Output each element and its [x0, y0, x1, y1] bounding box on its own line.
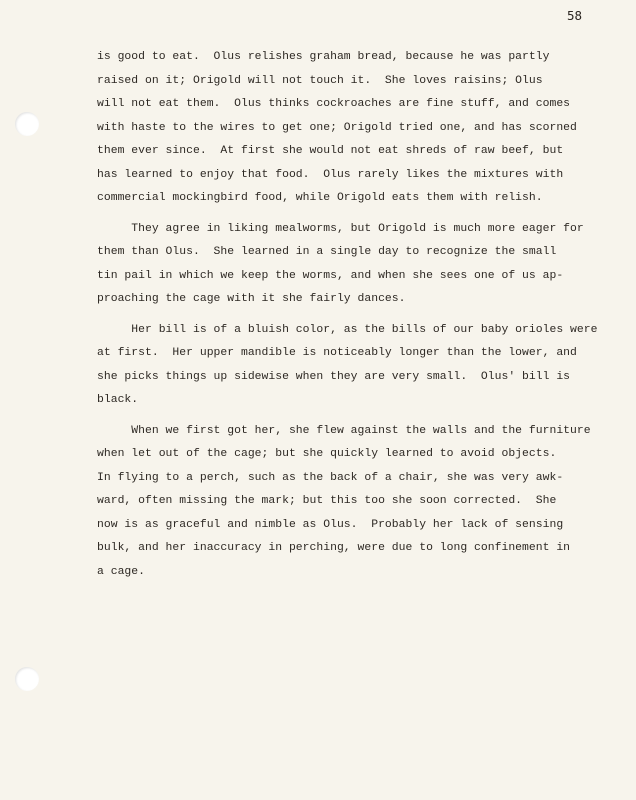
- paragraph-3: [97, 319, 617, 413]
- text-line: now is as graceful and nimble as Olus. Probably her lack of sensing: [97, 518, 564, 531]
- text-line: ward, often missing the mark; but this too she soon corrected. She: [97, 495, 557, 507]
- binder-hole-top: [15, 112, 39, 136]
- paragraph-2: [97, 218, 617, 312]
- text-line: When we first got her, she flew against the walls and the furniture: [97, 424, 591, 437]
- text-line: proaching the cage with it she fairly dances.: [97, 293, 406, 305]
- binder-hole-bottom: [15, 667, 39, 691]
- text-line: them ever since. At first she would not eat shreds of raw beef, but: [97, 145, 564, 157]
- text-line: raised on it; Origold will not touch it. She loves raisins; Olus: [97, 74, 543, 87]
- text-line: is good to eat. Olus relishes graham bread, because he was partly: [97, 51, 550, 63]
- text-line: has learned to enjoy that food. Olus rarely likes the mixtures with: [97, 168, 564, 181]
- text-line: commercial mockingbird food, while Origold eats them with relish.: [97, 192, 543, 204]
- text-line: Her bill is of a bluish color, as the bills of our baby orioles were: [97, 323, 598, 336]
- text-line: with haste to the wires to get one; Origold tried one, and has scorned: [97, 121, 577, 134]
- paragraph-1: [97, 46, 617, 211]
- text-line: she picks things up sidewise when they are very small. Olus' bill is: [97, 370, 571, 383]
- text-line: They agree in liking mealworms, but Origold is much more eager for: [97, 222, 584, 235]
- text-line: when let out of the cage; but she quickly learned to avoid objects.: [97, 448, 557, 460]
- text-line: them than Olus. She learned in a single day to recognize the small: [97, 246, 557, 258]
- text-line: a cage.: [97, 565, 145, 578]
- paragraph-4: [97, 420, 617, 585]
- text-line: will not eat them. Olus thinks cockroaches are fine stuff, and comes: [97, 98, 571, 110]
- text-line: In flying to a perch, such as the back of a chair, she was very awk-: [97, 471, 564, 484]
- text-line: bulk, and her inaccuracy in perching, were due to long confinement in: [97, 542, 571, 554]
- page-number: 58: [567, 8, 583, 23]
- text-line: tin pail in which we keep the worms, and when she sees one of us ap-: [97, 269, 564, 282]
- body-text: [97, 46, 617, 591]
- text-line: at first. Her upper mandible is noticeably longer than the lower, and: [97, 347, 577, 359]
- text-line: black.: [97, 394, 139, 406]
